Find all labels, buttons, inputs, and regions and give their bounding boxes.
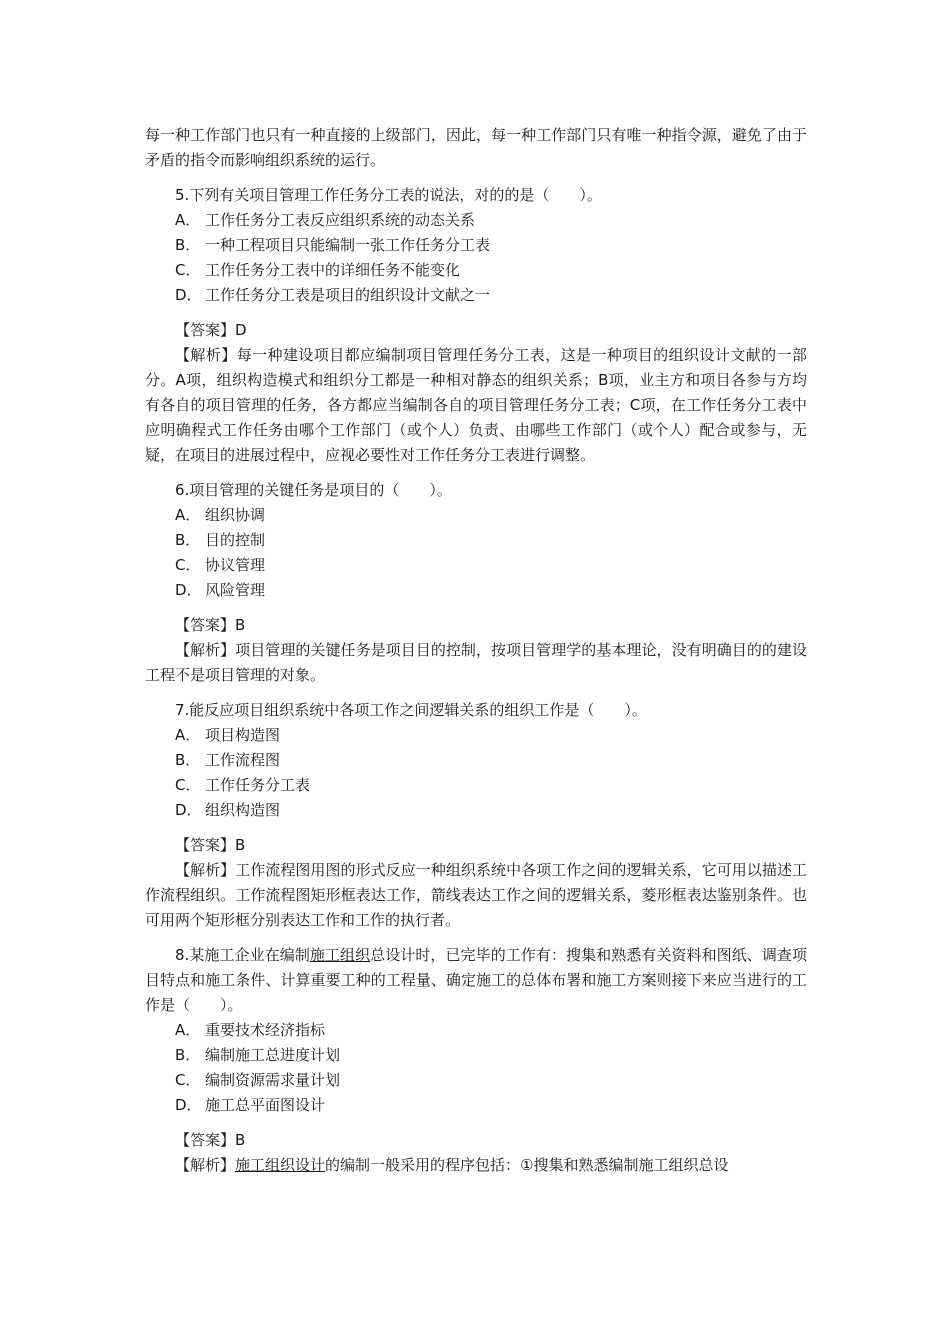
option-c — [145, 553, 807, 578]
option-text: 工作任务分工表中的详细任务不能变化 — [205, 261, 461, 279]
option-d — [145, 1093, 807, 1118]
option-text: 编制资源需求量计划 — [205, 1071, 341, 1089]
option-a — [145, 1018, 807, 1043]
option-list — [145, 1018, 807, 1118]
option-text: 施工总平面图设计 — [205, 1096, 326, 1114]
option-text: 组织构造图 — [205, 801, 281, 819]
question-stem: 7.能反应项目组织系统中各项工作之间逻辑关系的组织工作是（ ）。 — [175, 701, 647, 719]
option-letter: C． — [175, 1071, 201, 1089]
option-a — [145, 723, 807, 748]
option-letter: A． — [175, 1021, 201, 1039]
option-c — [145, 773, 807, 798]
analysis — [145, 1153, 807, 1178]
analysis: 【解析】工作流程图用图的形式反应一种组织系统中各项工作之间的逻辑关系，它可用以描述工作流程组织。工作流程图矩形框表达工作，箭线表达工作之间的逻辑关系，菱形框表达鉴别条件。也可用两个矩形框分别表达工作和工作的执行者。 — [145, 861, 807, 929]
question-7 — [145, 698, 807, 933]
analysis: 【解析】项目管理的关键任务是项目目的控制，按项目管理学的基本理论，没有明确目的的建设工程不是项目管理的对象。 — [145, 641, 807, 684]
option-text: 项目构造图 — [205, 726, 281, 744]
answer: 【答案】D — [175, 321, 247, 339]
option-b — [145, 748, 807, 773]
option-letter: C． — [175, 556, 201, 574]
option-letter: B． — [175, 236, 201, 254]
option-list — [145, 208, 807, 308]
question-5 — [145, 183, 807, 468]
option-letter: B． — [175, 1046, 201, 1064]
option-letter: D． — [175, 801, 202, 819]
option-letter: A． — [175, 506, 201, 524]
option-b — [145, 528, 807, 553]
option-text: 工作流程图 — [205, 751, 281, 769]
option-b — [145, 233, 807, 258]
analysis-text: 的编制一般采用的程序包括：①搜集和熟悉编制施工组织总设 — [325, 1156, 729, 1174]
intro-paragraph: 每一种工作部门也只有一种直接的上级部门，因此，每一种工作部门只有唯一种指令源，避免了由于矛盾的指令而影响组织系统的运行。 — [145, 126, 807, 169]
document-page — [145, 123, 807, 1178]
question-8 — [145, 943, 807, 1178]
option-letter: D． — [175, 581, 202, 599]
option-text: 工作任务分工表 — [205, 776, 311, 794]
option-d — [145, 578, 807, 603]
option-c — [145, 1068, 807, 1093]
option-text: 工作任务分工表是项目的组织设计文献之一 — [205, 286, 491, 304]
option-text: 一种工程项目只能编制一张工作任务分工表 — [205, 236, 491, 254]
option-d — [145, 798, 807, 823]
option-text: 风险管理 — [205, 581, 266, 599]
answer: 【答案】B — [175, 836, 246, 854]
option-text: 协议管理 — [205, 556, 266, 574]
stem-text: 8.某施工企业在编制 — [175, 946, 310, 964]
option-c — [145, 258, 807, 283]
option-letter: B． — [175, 531, 201, 549]
option-text: 目的控制 — [205, 531, 266, 549]
option-letter: C． — [175, 776, 201, 794]
option-d — [145, 283, 807, 308]
answer: 【答案】B — [175, 1131, 246, 1149]
option-letter: A． — [175, 211, 201, 229]
construction-org-link[interactable]: 施工组织 — [309, 946, 371, 964]
option-text: 工作任务分工表反应组织系统的动态关系 — [205, 211, 476, 229]
option-text: 编制施工总进度计划 — [205, 1046, 341, 1064]
option-text: 重要技术经济指标 — [205, 1021, 326, 1039]
option-text: 组织协调 — [205, 506, 266, 524]
option-a — [145, 208, 807, 233]
option-letter: B． — [175, 751, 201, 769]
option-a — [145, 503, 807, 528]
question-stem: 6.项目管理的关键任务是项目的（ ）。 — [175, 481, 452, 499]
question-stem — [145, 943, 807, 1018]
construction-design-link[interactable]: 施工组织设计 — [235, 1156, 326, 1174]
option-letter: A． — [175, 726, 201, 744]
analysis: 【解析】每一种建设项目都应编制项目管理任务分工表，这是一种项目的组织设计文献的一部分。A项，组织构造模式和组织分工都是一种相对静态的组织关系；B项，业主方和项目各参与方均有各自的项目管理的任务，各方都应当编制各自的项目管理任务分工表；C项，在工作任务分工表中应明确程式工作任务由哪个工作部门（或个人）负责、由哪些工作部门（或个人）配合或参与，无疑，在项目的进展过程中，应视必要性对工作任务分工表进行调整。 — [145, 346, 807, 464]
analysis-text: 【解析】 — [175, 1156, 236, 1174]
option-letter: D． — [175, 286, 202, 304]
question-6 — [145, 478, 807, 688]
stem-text: 总设计时，已完毕的工作有：搜集和熟悉有关资料和图纸、调查项目特点和施工条件、计算重要工种的工程量、确定施工的总体布署和施工方案则接下来应当进行的工作是（ ）。 — [145, 946, 807, 1014]
option-b — [145, 1043, 807, 1068]
question-stem: 5.下列有关项目管理工作任务分工表的说法，对的的是（ ）。 — [175, 186, 602, 204]
option-letter: D． — [175, 1096, 202, 1114]
answer: 【答案】B — [175, 616, 246, 634]
option-list — [145, 503, 807, 603]
option-letter: C． — [175, 261, 201, 279]
option-list — [145, 723, 807, 823]
